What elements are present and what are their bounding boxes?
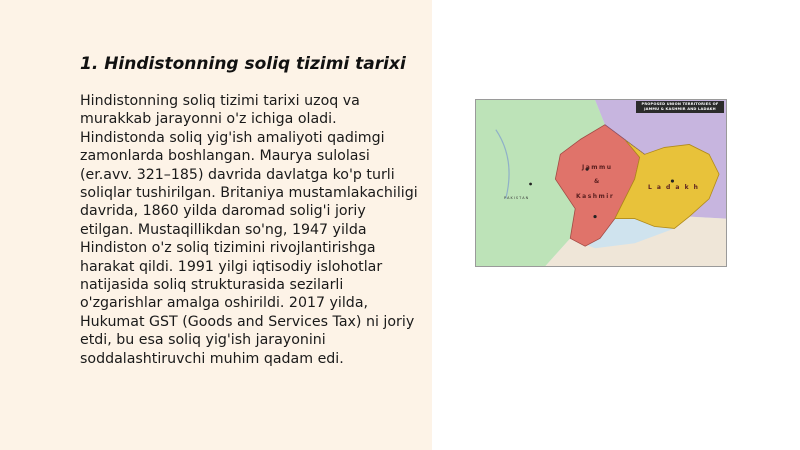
- map-city-dot: [529, 183, 532, 186]
- map-legend-line2: JAMMU & KASHMIR AND LADAKH: [644, 107, 716, 111]
- map-label-ampersand: &: [594, 178, 601, 185]
- slide-body-text: Hindistonning soliq tizimi tarixi uzoq va murakkab jarayonni o'z ichiga oladi. Hindistonda soliq yig'ish amaliyoti qadimgi zamonlarda boshlangan. Maurya sulolasi (er.avv. 321–185) davrida davlatga ko'p turli soliqlar tushirilgan. Britaniya mustamlakachiligi davrida, 1860 yilda daromad solig'i joriy etilgan. Mustaqillikdan so'ng, 1947 yilda Hindiston o'z soliq tizimini rivojlantirishga harakat qildi. 1991 yilgi iqtisodiy islohotlar natijasida soliq strukturasida sezilarli o'zgarishlar amalga oshirildi. 2017 yilda, Hukumat GST (Goods and Services Tax) ni joriy etdi, bu esa soliq yig'ish jarayonini soddalashtiruvchi muhim qadam edi.: [80, 93, 418, 367]
- map-label-jammu: Jammu: [582, 164, 613, 171]
- map-label-ladakh: L a d a k h: [648, 184, 700, 191]
- map-label-kashmir: Kashmir: [576, 193, 615, 200]
- slide-title: 1. Hindistonning soliq tizimi tarixi: [80, 54, 406, 74]
- map-legend: [636, 101, 724, 113]
- map-label-pakistan: P A K I S T A N: [504, 196, 529, 200]
- map-legend-line1: PROPOSED UNION TERRITORIES OF: [641, 102, 719, 106]
- map-graphic: [476, 100, 726, 266]
- map-city-dot: [671, 179, 674, 182]
- map-city-dot: [593, 215, 596, 218]
- kashmir-ladakh-map: [475, 99, 727, 267]
